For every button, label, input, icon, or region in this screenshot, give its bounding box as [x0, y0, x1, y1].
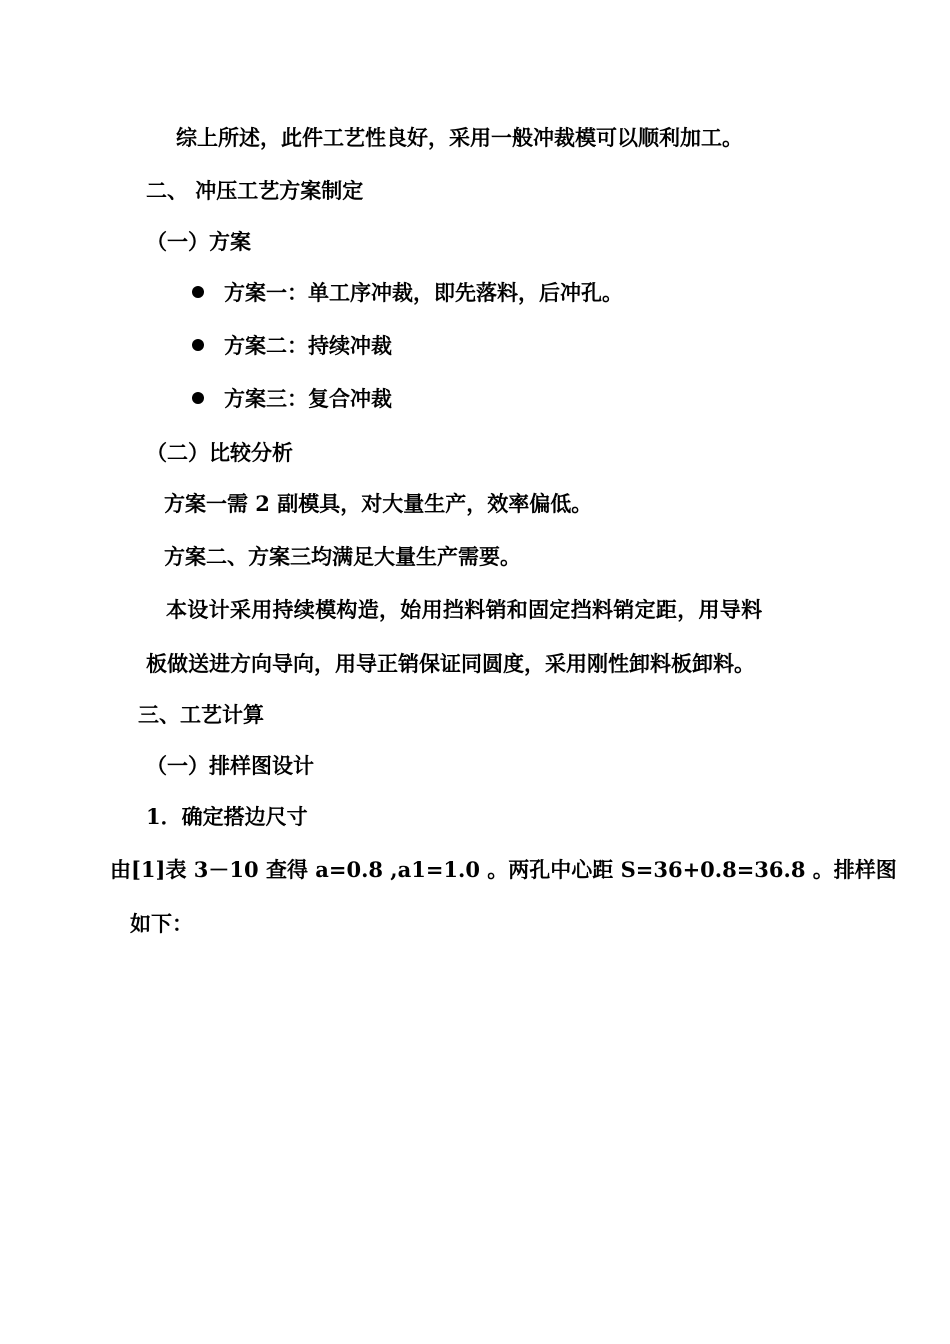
section-2-heading: 二、 冲压工艺方案制定 — [146, 178, 364, 203]
item-1-heading: 1．确定搭边尺寸 — [146, 804, 308, 829]
analysis-paragraph-2: 方案二、方案三均满足大量生产需要。 — [164, 544, 521, 569]
subsection-analysis-heading: （二）比较分析 — [146, 440, 293, 465]
bullet-icon — [192, 392, 204, 404]
subsection-layout-heading: （一）排样图设计 — [146, 753, 314, 778]
design-paragraph-line-2: 板做送进方向导向，用导正销保证同圆度，采用刚性卸料板卸料。 — [146, 651, 755, 676]
section-3-heading: 三、工艺计算 — [138, 702, 264, 727]
plan-bullet-1: 方案一：单工序冲裁，即先落料，后冲孔。 — [224, 280, 623, 305]
bullet-icon — [192, 339, 204, 351]
plan-bullet-2: 方案二：持续冲裁 — [224, 333, 392, 358]
calc-paragraph-line-2: 如下： — [130, 911, 193, 936]
calc-paragraph-line-1: 由[1]表 3－10 查得 a=0.8 ,a1=1.0 。两孔中心距 S=36+0.8=36.8 。排样图 — [110, 857, 897, 882]
summary-paragraph: 综上所述，此件工艺性良好，采用一般冲裁模可以顺利加工。 — [176, 125, 743, 150]
analysis-paragraph-1: 方案一需 2 副模具，对大量生产，效率偏低。 — [164, 491, 593, 516]
plan-bullet-3: 方案三：复合冲裁 — [224, 386, 392, 411]
bullet-icon — [192, 286, 204, 298]
subsection-plan-heading: （一）方案 — [146, 229, 251, 254]
design-paragraph-line-1: 本设计采用持续模构造，始用挡料销和固定挡料销定距，用导料 — [166, 597, 763, 622]
